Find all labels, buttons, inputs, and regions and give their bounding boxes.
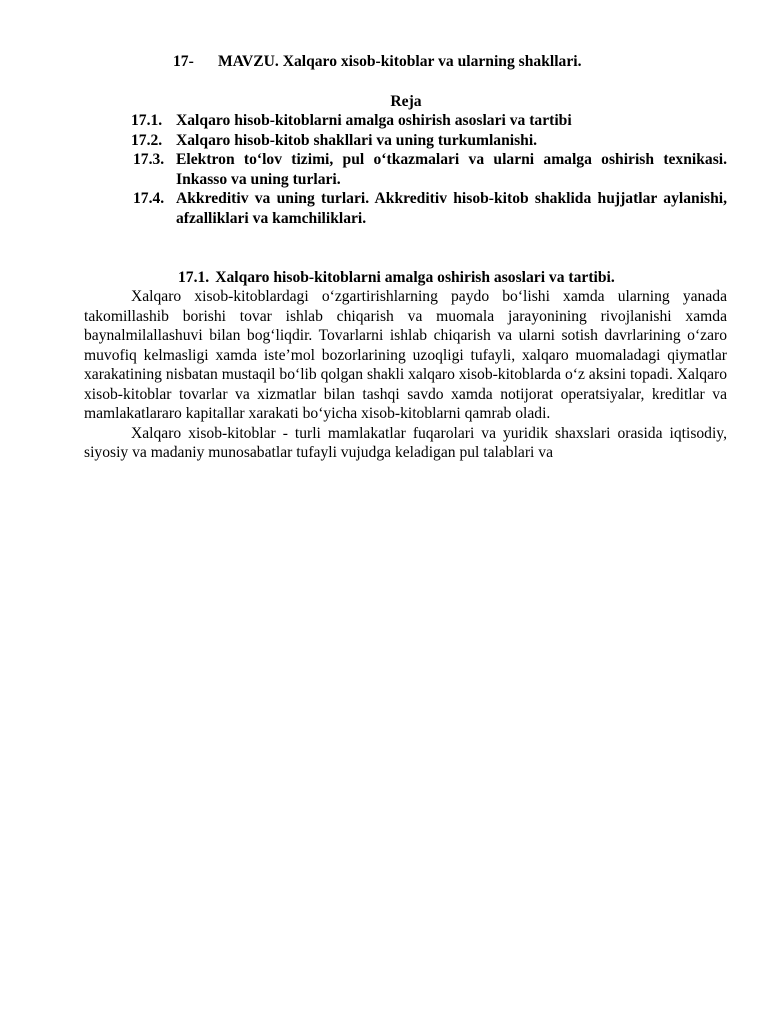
title-text: MAVZU. Xalqaro xisob-kitoblar va ularning shakllari. [218,53,582,70]
section-heading [178,268,615,288]
plan-item [131,189,727,228]
plan-item-number: 17.4. [133,190,165,207]
plan-item [131,111,727,131]
plan-item-text: Xalqaro hisob-kitob shakllari va uning turkumlanishi. [176,131,538,149]
plan-item [131,150,727,189]
document-title [173,52,582,72]
plan-item-text: Xalqaro hisob-kitoblarni amalga oshirish asoslari va tartibi [176,112,572,129]
plan-item-number: 17.1. [131,112,163,129]
section-number: 17.1. [178,269,210,286]
plan-heading: Reja [390,93,422,110]
section-body [84,287,727,463]
section-heading-text: Xalqaro hisob-kitoblarni amalga oshirish asoslari va tartibi. [215,269,615,286]
plan-item-text: Elektron to‘lov tizimi, pul o‘tkazmalari va ularni amalga oshirish texnikasi. Inkasso va uning turlari. [176,151,727,188]
plan-list [131,111,727,228]
body-paragraph: Xalqaro xisob-kitoblardagi o‘zgartirishlarning paydo bo‘lishi xamda ularning yanada takomillashib borishi tovar ishlab chiqarish va muomala jarayonining rivojlanishi xamda baynalmilallashuvi bilan bog‘liqdir. Tovarlarni ishlab chiqarish va ularni sotish davrlarining o‘zaro muvofiq kelmasligi xamda iste’mol bozorlarining uzoqligi tufayli, xalqaro muomaladagi qiymatlar xarakatining nisbatan mustaqil bo‘lib qolgan shakli xalqaro xisob-kitoblarda o‘z aksini topadi. Xalqaro xisob-kitoblar tovarlar va xizmatlar bilan tashqi savdo xamda notijorat operatsiyalar, kreditlar va mamlakatlararo kapitallar xarakati bo‘yicha xisob-kitoblarni qamrab oladi. [84,288,727,422]
plan-item-number: 17.2. [131,131,163,149]
plan-item-text: Akkreditiv va uning turlari. Akkreditiv hisob-kitob shaklida hujjatlar aylanishi, afzalliklari va kamchiliklari. [176,190,727,227]
title-number: 17- [173,53,194,70]
body-paragraph: Xalqaro xisob-kitoblar - turli mamlakatlar fuqarolari va yuridik shaxslari orasida iqtisodiy, siyosiy va madaniy munosabatlar tufayli vujudga keladigan pul talablari va [84,424,727,461]
plan-item [131,131,727,151]
plan-item-number: 17.3. [133,151,165,168]
